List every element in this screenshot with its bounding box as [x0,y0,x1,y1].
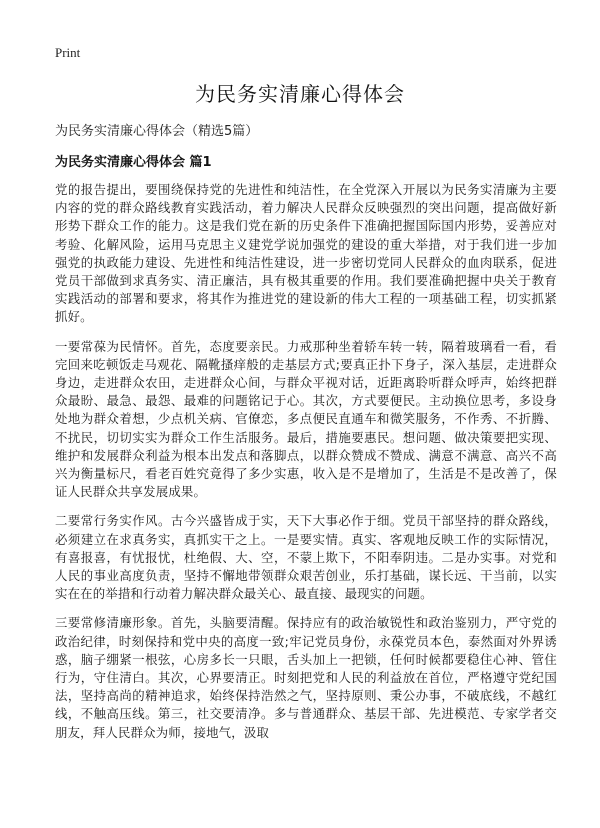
article-body [55,181,557,753]
paragraph-4: 三要常修清廉形象。首先，头脑要清醒。保持应有的政治敏锐性和政治鉴别力，严守党的政治纪律，时刻保持和党中央的高度一致;牢记党员身份，永葆党员本色，泰然面对外界诱惑，脑子绷紧一根弦，心房多长一只眼，舌头加上一把锁，任何时候都要稳住心神、管住行为，守住清白。其次，心界要清正。时刻把党和人民的利益放在首位，严格遵守党纪国法，坚持高尚的精神追求，始终保持浩然之气，坚持原则、秉公办事，不破底线，不越红线，不触高压线。第三，社交要清净。多与普通群众、基层干部、先进模范、专家学者交朋友，拜人民群众为师，接地气，汲取 [55,615,557,740]
section-heading: 为民务实清廉心得体会 篇1 [55,155,212,170]
paragraph-2: 一要常葆为民情怀。首先，态度要亲民。力戒那种坐着轿车转一转，隔着玻璃看一看，看完回来吃顿饭走马观花、隔靴搔痒般的走基层方式;要真正扑下身子，深入基层，走进群众身边，走进群众农田，走进群众心间，与群众平视对话，近距离聆听群众呼声，始终把群众最盼、最急、最怨、最难的问题铭记于心。其次，方式要便民。主动换位思考，多设身处地为群众着想，少点机关病、官僚恋，多点便民直通车和微笑服务，不作秀、不折腾、不扰民，切切实实为群众工作生活服务。最后，措施要惠民。想问题、做决策要把实现、维护和发展群众利益为根本出发点和落脚点，以群众赞成不赞成、满意不满意、高兴不高兴为衡量标尺，看老百姓究竟得了多少实惠，收入是不是增加了，生活是不是改善了，保证人民群众共享发展成果。 [55,338,557,500]
paragraph-3: 二要常行务实作风。古今兴盛皆成于实，天下大事必作于细。党员干部坚持的群众路线，必须建立在求真务实，真抓实干之上。一是要实情。真实、客观地反映工作的实际情况，有喜报喜，有忧报忧，杜绝假、大、空，不蒙上欺下，不阳奉阴违。二是办实事。对党和人民的事业高度负责，坚持不懈地带领群众艰苦创业，乐打基础，谋长远、干当前，以实实在在的举措和行动着力解决群众最关心、最直接、最现实的问题。 [55,513,557,602]
paragraph-1: 党的报告提出，要围绕保持党的先进性和纯洁性，在全党深入开展以为民务实清廉为主要内容的党的群众路线教育实践活动，着力解决人民群众反映强烈的突出问题，提高做好新形势下群众工作的能力。这是我们党在新的历史条件下准确把握国际国内形势，妥善应对考验、化解风险，运用马克思主义建党学说加强党的建设的重大举措，对于我们进一步加强党的执政能力建设、先进性和纯洁性建设，进一步密切党同人民群众的血肉联系，促进党员干部做到求真务实、清正廉洁，具有极其重要的作用。我们要准确把握中央关于教育实践活动的部署和要求，将其作为推进党的建设新的伟大工程的一项基础工程，切实抓紧抓好。 [55,182,557,325]
document-subtitle: 为民务实清廉心得体会（精选5篇） [55,124,259,139]
print-link[interactable]: Print [55,45,81,60]
page-title: 为民务实清廉心得体会 [195,82,405,106]
